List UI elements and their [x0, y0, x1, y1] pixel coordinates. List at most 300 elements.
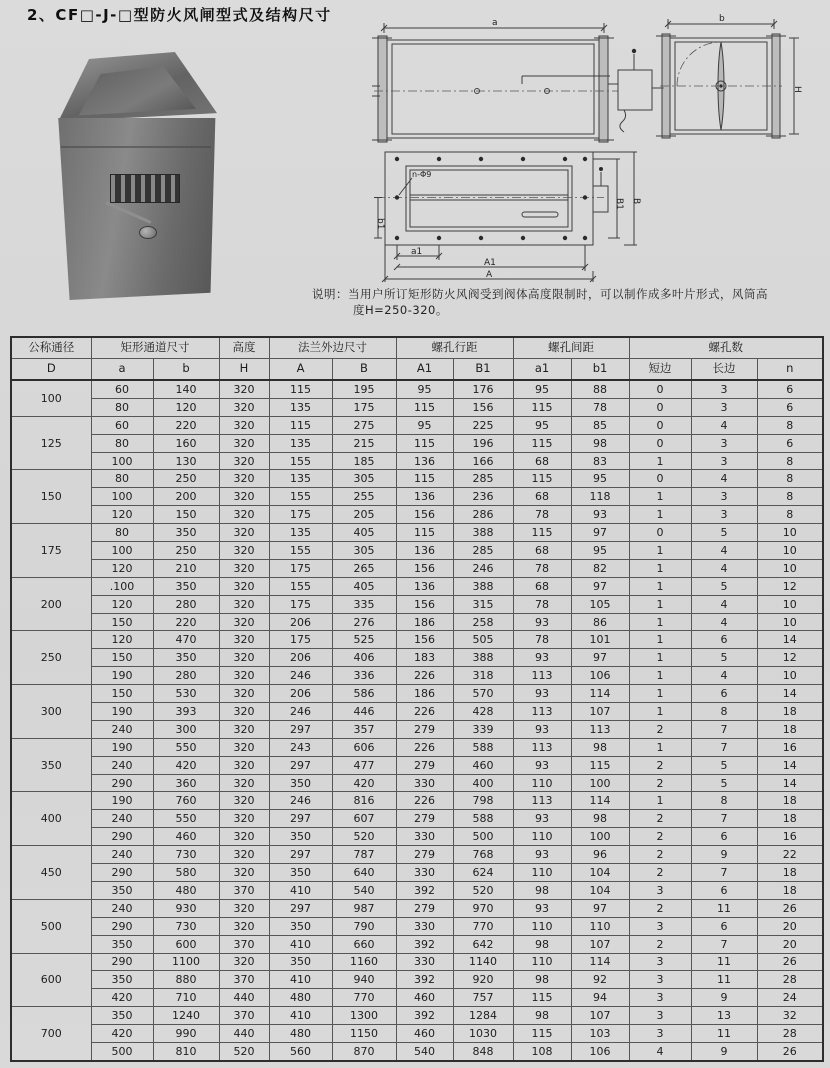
column-header: A	[269, 359, 332, 381]
front-dim-A1: A1	[484, 258, 496, 268]
table-cell: 280	[153, 667, 219, 685]
table-cell: 388	[453, 649, 513, 667]
table-cell: 1140	[453, 953, 513, 971]
table-cell: 400	[453, 774, 513, 792]
table-cell: 196	[453, 434, 513, 452]
table-cell: 7	[691, 810, 757, 828]
table-cell: 60	[91, 416, 153, 434]
table-row	[11, 738, 823, 756]
table-cell: 440	[219, 1025, 269, 1043]
column-group-header: 螺孔行距	[396, 337, 513, 359]
table-cell: 730	[153, 846, 219, 864]
table-cell: 97	[571, 899, 629, 917]
front-dim-b1: b1	[375, 218, 385, 230]
table-cell: 78	[513, 506, 571, 524]
front-view-drawing	[372, 148, 664, 285]
table-cell: 8	[691, 792, 757, 810]
table-cell: 18	[757, 703, 823, 721]
table-cell: 68	[513, 488, 571, 506]
table-cell: 105	[571, 595, 629, 613]
table-cell: 480	[269, 989, 332, 1007]
table-cell: 392	[396, 971, 453, 989]
table-cell: 103	[571, 1025, 629, 1043]
table-row	[11, 703, 823, 721]
table-cell: 520	[453, 881, 513, 899]
table-cell: 330	[396, 828, 453, 846]
table-cell: 93	[513, 899, 571, 917]
table-cell: 115	[513, 1025, 571, 1043]
table-cell: 500	[91, 1042, 153, 1060]
table-cell: 10	[757, 613, 823, 631]
table-cell: 250	[153, 542, 219, 560]
table-cell: 320	[219, 738, 269, 756]
table-cell: 275	[332, 416, 396, 434]
table-cell: 3	[691, 380, 757, 398]
table-cell: 1	[629, 559, 691, 577]
table-cell: 640	[332, 864, 396, 882]
table-cell: 78	[513, 559, 571, 577]
table-row	[11, 971, 823, 989]
table-cell: 410	[269, 881, 332, 899]
table-cell: 255	[332, 488, 396, 506]
table-cell: 115	[513, 398, 571, 416]
table-cell: 206	[269, 685, 332, 703]
table-row	[11, 398, 823, 416]
table-cell: 3	[691, 452, 757, 470]
table-cell: 320	[219, 864, 269, 882]
table-cell: 880	[153, 971, 219, 989]
column-header: B	[332, 359, 396, 381]
table-cell: 525	[332, 631, 396, 649]
table-cell: 226	[396, 792, 453, 810]
table-cell: 2	[629, 756, 691, 774]
column-header: a1	[513, 359, 571, 381]
table-cell: 410	[269, 935, 332, 953]
table-cell: 150	[91, 613, 153, 631]
photo-grille	[110, 174, 180, 203]
table-cell: 225	[453, 416, 513, 434]
table-cell: 18	[757, 810, 823, 828]
table-cell: 215	[332, 434, 396, 452]
table-cell: 320	[219, 720, 269, 738]
table-cell: 240	[91, 720, 153, 738]
table-cell: 1	[629, 738, 691, 756]
table-cell: 175	[269, 631, 332, 649]
column-header: D	[11, 359, 91, 381]
table-cell: 206	[269, 613, 332, 631]
table-cell: 446	[332, 703, 396, 721]
table-cell: 330	[396, 917, 453, 935]
table-cell: 320	[219, 917, 269, 935]
table-cell: 2	[629, 774, 691, 792]
table-row	[11, 595, 823, 613]
table-cell: 1	[629, 613, 691, 631]
table-cell: 156	[396, 506, 453, 524]
note-text	[312, 286, 830, 318]
table-cell: 4	[691, 542, 757, 560]
table-cell: 290	[91, 953, 153, 971]
table-cell: 460	[396, 1025, 453, 1043]
table-cell: 320	[219, 452, 269, 470]
table-row	[11, 524, 823, 542]
table-cell: 428	[453, 703, 513, 721]
table-cell: 586	[332, 685, 396, 703]
table-cell: 156	[396, 559, 453, 577]
table-cell: 18	[757, 792, 823, 810]
table-cell: 106	[571, 1042, 629, 1060]
diameter-cell: 250	[11, 631, 91, 685]
table-cell: 98	[513, 935, 571, 953]
table-cell: 68	[513, 542, 571, 560]
table-cell: 1150	[332, 1025, 396, 1043]
table-cell: 190	[91, 703, 153, 721]
column-header: 短边	[629, 359, 691, 381]
front-dim-B: B	[631, 198, 641, 205]
table-cell: 320	[219, 542, 269, 560]
table-cell: 550	[153, 738, 219, 756]
table-cell: 1	[629, 488, 691, 506]
diameter-cell: 700	[11, 1007, 91, 1061]
table-cell: 206	[269, 649, 332, 667]
table-cell: 405	[332, 577, 396, 595]
table-cell: 570	[453, 685, 513, 703]
table-cell: 14	[757, 685, 823, 703]
table-cell: 175	[269, 595, 332, 613]
table-cell: 210	[153, 559, 219, 577]
table-row	[11, 810, 823, 828]
table-cell: 113	[513, 667, 571, 685]
table-cell: 10	[757, 595, 823, 613]
table-row	[11, 1025, 823, 1043]
table-cell: 336	[332, 667, 396, 685]
table-cell: 9	[691, 989, 757, 1007]
table-cell: 320	[219, 810, 269, 828]
table-cell: 20	[757, 917, 823, 935]
table-cell: 175	[269, 506, 332, 524]
note-label: 说明：	[312, 287, 348, 301]
table-cell: 320	[219, 649, 269, 667]
table-cell: 135	[269, 470, 332, 488]
table-cell: 370	[219, 881, 269, 899]
table-cell: 320	[219, 488, 269, 506]
table-cell: 85	[571, 416, 629, 434]
column-header: a	[91, 359, 153, 381]
table-row	[11, 542, 823, 560]
table-cell: 279	[396, 810, 453, 828]
table-cell: 16	[757, 828, 823, 846]
table-cell: 3	[629, 1007, 691, 1025]
table-cell: 220	[153, 613, 219, 631]
table-row	[11, 613, 823, 631]
table-cell: 320	[219, 559, 269, 577]
table-cell: 3	[629, 917, 691, 935]
table-cell: 26	[757, 899, 823, 917]
table-cell: 330	[396, 774, 453, 792]
table-row	[11, 756, 823, 774]
table-cell: 350	[269, 953, 332, 971]
column-header: A1	[396, 359, 453, 381]
table-cell: 1284	[453, 1007, 513, 1025]
table-cell: 410	[269, 971, 332, 989]
bolt-hole-callout: n-Φ9	[412, 170, 432, 179]
table-cell: 405	[332, 524, 396, 542]
table-cell: 95	[513, 416, 571, 434]
table-cell: 7	[691, 935, 757, 953]
table-cell: 0	[629, 470, 691, 488]
column-header: H	[219, 359, 269, 381]
table-row	[11, 506, 823, 524]
table-cell: 115	[513, 470, 571, 488]
table-cell: 350	[91, 935, 153, 953]
table-cell: 115	[396, 524, 453, 542]
table-cell: 320	[219, 434, 269, 452]
table-cell: 1	[629, 595, 691, 613]
table-cell: 642	[453, 935, 513, 953]
table-row	[11, 989, 823, 1007]
table-cell: 32	[757, 1007, 823, 1025]
table-cell: 320	[219, 470, 269, 488]
table-cell: 285	[453, 470, 513, 488]
table-cell: 335	[332, 595, 396, 613]
table-cell: 4	[691, 470, 757, 488]
table-row	[11, 380, 823, 398]
table-cell: 388	[453, 524, 513, 542]
table-cell: 93	[513, 685, 571, 703]
table-cell: 240	[91, 899, 153, 917]
table-cell: 104	[571, 881, 629, 899]
table-cell: 246	[269, 792, 332, 810]
table-row	[11, 685, 823, 703]
table-cell: 155	[269, 488, 332, 506]
table-cell: 100	[571, 828, 629, 846]
table-cell: 115	[396, 470, 453, 488]
table-cell: 240	[91, 846, 153, 864]
table-row	[11, 470, 823, 488]
table-cell: 6	[691, 828, 757, 846]
table-cell: 190	[91, 667, 153, 685]
table-cell: 110	[571, 917, 629, 935]
table-cell: 420	[332, 774, 396, 792]
diameter-cell: 450	[11, 846, 91, 900]
table-cell: 550	[153, 810, 219, 828]
table-cell: 1160	[332, 953, 396, 971]
table-cell: 0	[629, 434, 691, 452]
table-cell: 78	[571, 398, 629, 416]
table-cell: 440	[219, 989, 269, 1007]
table-cell: 95	[513, 380, 571, 398]
table-cell: 370	[219, 935, 269, 953]
table-cell: 250	[153, 470, 219, 488]
table-row	[11, 488, 823, 506]
table-cell: 95	[396, 380, 453, 398]
table-cell: 320	[219, 899, 269, 917]
table-cell: 11	[691, 953, 757, 971]
table-cell: 10	[757, 524, 823, 542]
column-group-header: 法兰外边尺寸	[269, 337, 396, 359]
table-cell: 470	[153, 631, 219, 649]
column-header: 长边	[691, 359, 757, 381]
table-cell: 1	[629, 542, 691, 560]
table-cell: 135	[269, 524, 332, 542]
table-cell: 406	[332, 649, 396, 667]
column-group-header: 公称通径	[11, 337, 91, 359]
table-cell: 500	[453, 828, 513, 846]
table-cell: 848	[453, 1042, 513, 1060]
table-cell: 2	[629, 828, 691, 846]
front-dim-A: A	[486, 270, 493, 280]
table-cell: 410	[269, 1007, 332, 1025]
table-cell: 4	[691, 595, 757, 613]
table-cell: 186	[396, 685, 453, 703]
table-cell: 5	[691, 756, 757, 774]
table-cell: 7	[691, 720, 757, 738]
page-title: 2、CF□-J-□型防火风闸型式及结构尺寸	[27, 6, 332, 24]
table-cell: 98	[571, 810, 629, 828]
table-cell: 3	[629, 989, 691, 1007]
table-cell: 290	[91, 917, 153, 935]
table-cell: 350	[269, 917, 332, 935]
table-cell: 183	[396, 649, 453, 667]
table-cell: 136	[396, 542, 453, 560]
table-cell: 115	[396, 398, 453, 416]
table-cell: 175	[269, 559, 332, 577]
diameter-cell: 350	[11, 738, 91, 792]
table-cell: 320	[219, 774, 269, 792]
table-cell: 106	[571, 667, 629, 685]
table-cell: 3	[629, 881, 691, 899]
table-cell: 83	[571, 452, 629, 470]
table-cell: 10	[757, 542, 823, 560]
table-cell: 530	[153, 685, 219, 703]
table-cell: 60	[91, 380, 153, 398]
table-cell: 286	[453, 506, 513, 524]
table-cell: 78	[513, 595, 571, 613]
table-cell: 360	[153, 774, 219, 792]
diameter-cell: 200	[11, 577, 91, 631]
table-cell: 243	[269, 738, 332, 756]
table-cell: 305	[332, 542, 396, 560]
table-cell: 1030	[453, 1025, 513, 1043]
table-cell: 320	[219, 398, 269, 416]
table-row	[11, 649, 823, 667]
table-cell: 7	[691, 738, 757, 756]
table-cell: 3	[629, 1025, 691, 1043]
table-cell: 290	[91, 774, 153, 792]
table-cell: 6	[691, 881, 757, 899]
table-cell: 320	[219, 756, 269, 774]
column-header: b	[153, 359, 219, 381]
table-cell: 770	[453, 917, 513, 935]
table-cell: 460	[153, 828, 219, 846]
table-cell: 28	[757, 971, 823, 989]
table-cell: 357	[332, 720, 396, 738]
table-cell: 114	[571, 685, 629, 703]
table-cell: 350	[153, 577, 219, 595]
table-cell: 190	[91, 738, 153, 756]
diameter-cell: 400	[11, 792, 91, 846]
table-cell: 107	[571, 1007, 629, 1025]
table-cell: 95	[396, 416, 453, 434]
table-cell: 226	[396, 703, 453, 721]
table-cell: 297	[269, 720, 332, 738]
front-dim-a1: a1	[411, 247, 423, 257]
table-cell: 2	[629, 899, 691, 917]
table-cell: 80	[91, 434, 153, 452]
table-cell: 540	[396, 1042, 453, 1060]
table-cell: 136	[396, 488, 453, 506]
table-cell: 279	[396, 720, 453, 738]
table-cell: 560	[269, 1042, 332, 1060]
table-cell: 607	[332, 810, 396, 828]
table-cell: 588	[453, 738, 513, 756]
table-cell: 110	[513, 953, 571, 971]
table-cell: 798	[453, 792, 513, 810]
table-cell: 624	[453, 864, 513, 882]
end-dim-top-label: b	[719, 14, 725, 24]
column-header: B1	[453, 359, 513, 381]
table-cell: 136	[396, 452, 453, 470]
table-cell: 5	[691, 774, 757, 792]
table-cell: 195	[332, 380, 396, 398]
table-cell: 5	[691, 524, 757, 542]
table-cell: 114	[571, 792, 629, 810]
table-cell: 246	[269, 667, 332, 685]
table-cell: 82	[571, 559, 629, 577]
table-cell: 26	[757, 1042, 823, 1060]
table-cell: 5	[691, 577, 757, 595]
table-cell: 205	[332, 506, 396, 524]
table-cell: 350	[91, 971, 153, 989]
table-cell: 185	[332, 452, 396, 470]
table-cell: 186	[396, 613, 453, 631]
table-cell: 320	[219, 846, 269, 864]
table-cell: 98	[513, 1007, 571, 1025]
table-cell: 1	[629, 703, 691, 721]
table-cell: 810	[153, 1042, 219, 1060]
table-cell: 156	[396, 631, 453, 649]
table-cell: 80	[91, 524, 153, 542]
table-cell: 350	[269, 774, 332, 792]
table-cell: 320	[219, 613, 269, 631]
table-cell: 970	[453, 899, 513, 917]
table-cell: 98	[571, 738, 629, 756]
table-cell: 330	[396, 864, 453, 882]
table-cell: 4	[691, 613, 757, 631]
table-cell: 3	[691, 434, 757, 452]
table-cell: 8	[757, 506, 823, 524]
table-cell: 606	[332, 738, 396, 756]
table-cell: 100	[91, 488, 153, 506]
table-row	[11, 577, 823, 595]
table-cell: 320	[219, 416, 269, 434]
column-header: b1	[571, 359, 629, 381]
table-cell: 4	[629, 1042, 691, 1060]
note-line1: 当用户所订矩形防火风阀受到阀体高度限制时，可以制作成多叶片形式，风筒高	[348, 287, 768, 301]
table-row	[11, 1042, 823, 1060]
table-cell: 320	[219, 506, 269, 524]
table-cell: 987	[332, 899, 396, 917]
table-cell: 80	[91, 398, 153, 416]
table-cell: 392	[396, 881, 453, 899]
table-cell: 940	[332, 971, 396, 989]
table-cell: 226	[396, 667, 453, 685]
table-cell: 130	[153, 452, 219, 470]
table-cell: 110	[513, 774, 571, 792]
table-row	[11, 917, 823, 935]
table-row	[11, 935, 823, 953]
table-cell: 285	[453, 542, 513, 560]
table-cell: 8	[757, 488, 823, 506]
